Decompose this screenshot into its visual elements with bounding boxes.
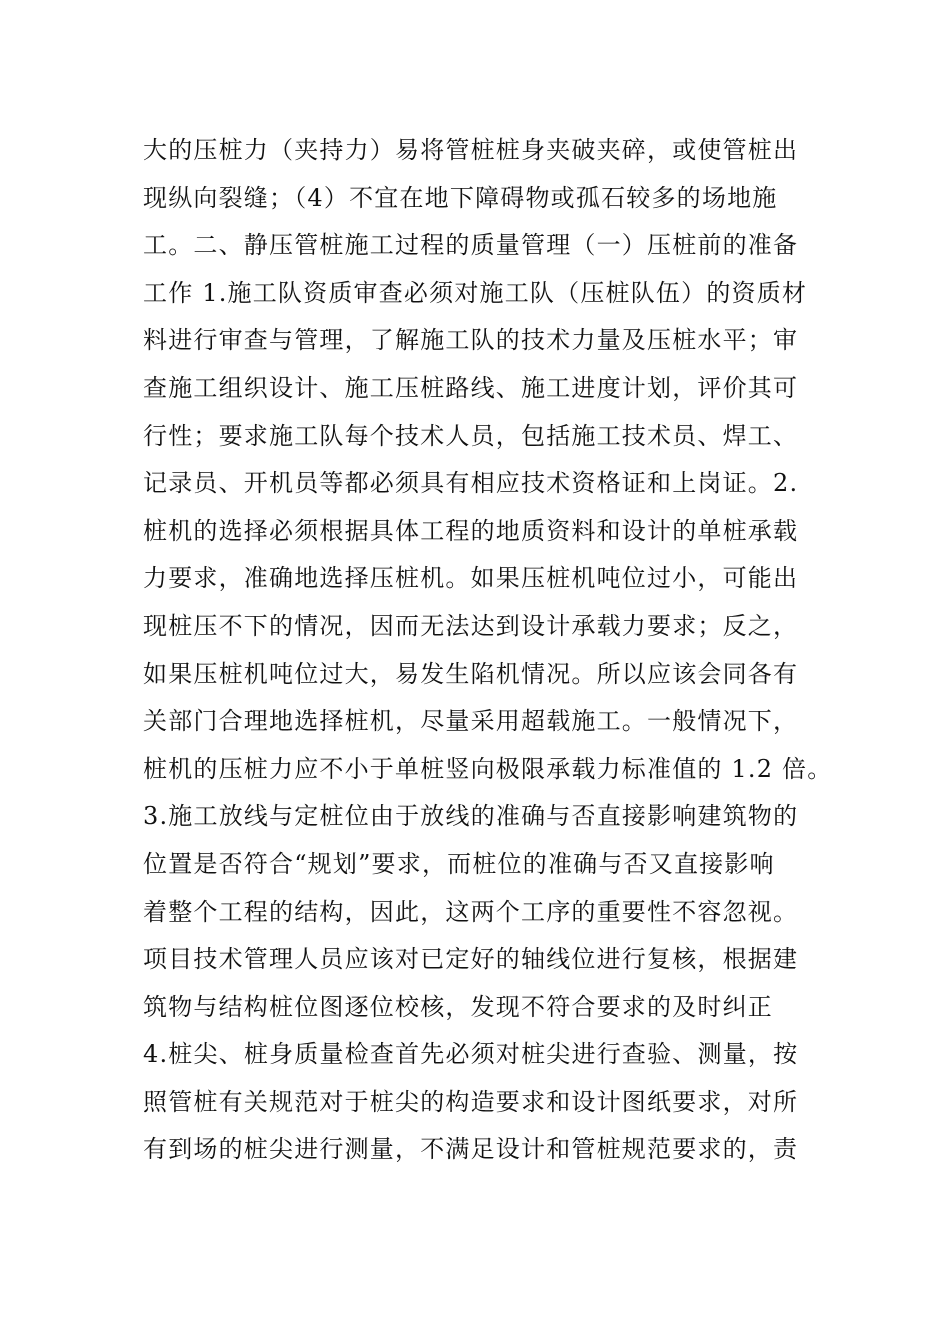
text-line-13: 关部门合理地选择桩机，尽量采用超载施工。一般情况下， xyxy=(143,707,799,736)
text-line-8: 记录员、开机员等都必须具有相应技术资格证和上岗证。2. xyxy=(143,469,799,498)
text-line-15: 3.施工放线与定桩位由于放线的准确与否直接影响建筑物的 xyxy=(143,802,799,831)
text-line-19: 筑物与结构桩位图逐位校核，发现不符合要求的及时纠正 xyxy=(143,992,773,1021)
text-line-11: 现桩压不下的情况，因而无法达到设计承载力要求；反之， xyxy=(143,611,799,640)
text-line-7: 行性；要求施工队每个技术人员，包括施工技术员、焊工、 xyxy=(143,421,799,450)
text-line-1: 大的压桩力（夹持力）易将管桩桩身夹破夹碎，或使管桩出 xyxy=(143,136,799,164)
text-line-17: 着整个工程的结构，因此，这两个工序的重要性不容忽视。 xyxy=(143,897,799,926)
text-line-4: 工作 1.施工队资质审查必须对施工队（压桩队伍）的资质材 xyxy=(143,278,808,307)
text-line-12: 如果压桩机吨位过大，易发生陷机情况。所以应该会同各有 xyxy=(143,659,799,688)
text-line-21: 照管桩有关规范对于桩尖的构造要求和设计图纸要求，对所 xyxy=(143,1087,799,1116)
text-line-14: 桩机的压桩力应不小于单桩竖向极限承载力标准值的 1.2 倍。 xyxy=(143,754,833,783)
text-line-3: 工。二、静压管桩施工过程的质量管理（一）压桩前的准备 xyxy=(143,231,799,260)
text-line-20: 4.桩尖、桩身质量检查首先必须对桩尖进行查验、测量，按 xyxy=(143,1040,799,1069)
text-line-6: 查施工组织设计、施工压桩路线、施工进度计划，评价其可 xyxy=(143,373,799,402)
text-line-16: 位置是否符合“规划”要求，而桩位的准确与否又直接影响 xyxy=(143,849,775,878)
text-line-9: 桩机的选择必须根据具体工程的地质资料和设计的单桩承载 xyxy=(143,516,799,545)
text-line-10: 力要求，准确地选择压桩机。如果压桩机吨位过小，可能出 xyxy=(143,564,799,593)
body-text xyxy=(143,127,833,1174)
text-line-5: 料进行审查与管理，了解施工队的技术力量及压桩水平；审 xyxy=(143,326,799,355)
text-line-22: 有到场的桩尖进行测量，不满足设计和管桩规范要求的，责 xyxy=(143,1135,799,1164)
text-line-2: 现纵向裂缝；（4）不宜在地下障碍物或孤石较多的场地施 xyxy=(143,183,778,212)
text-line-18: 项目技术管理人员应该对已定好的轴线位进行复核，根据建 xyxy=(143,945,799,974)
